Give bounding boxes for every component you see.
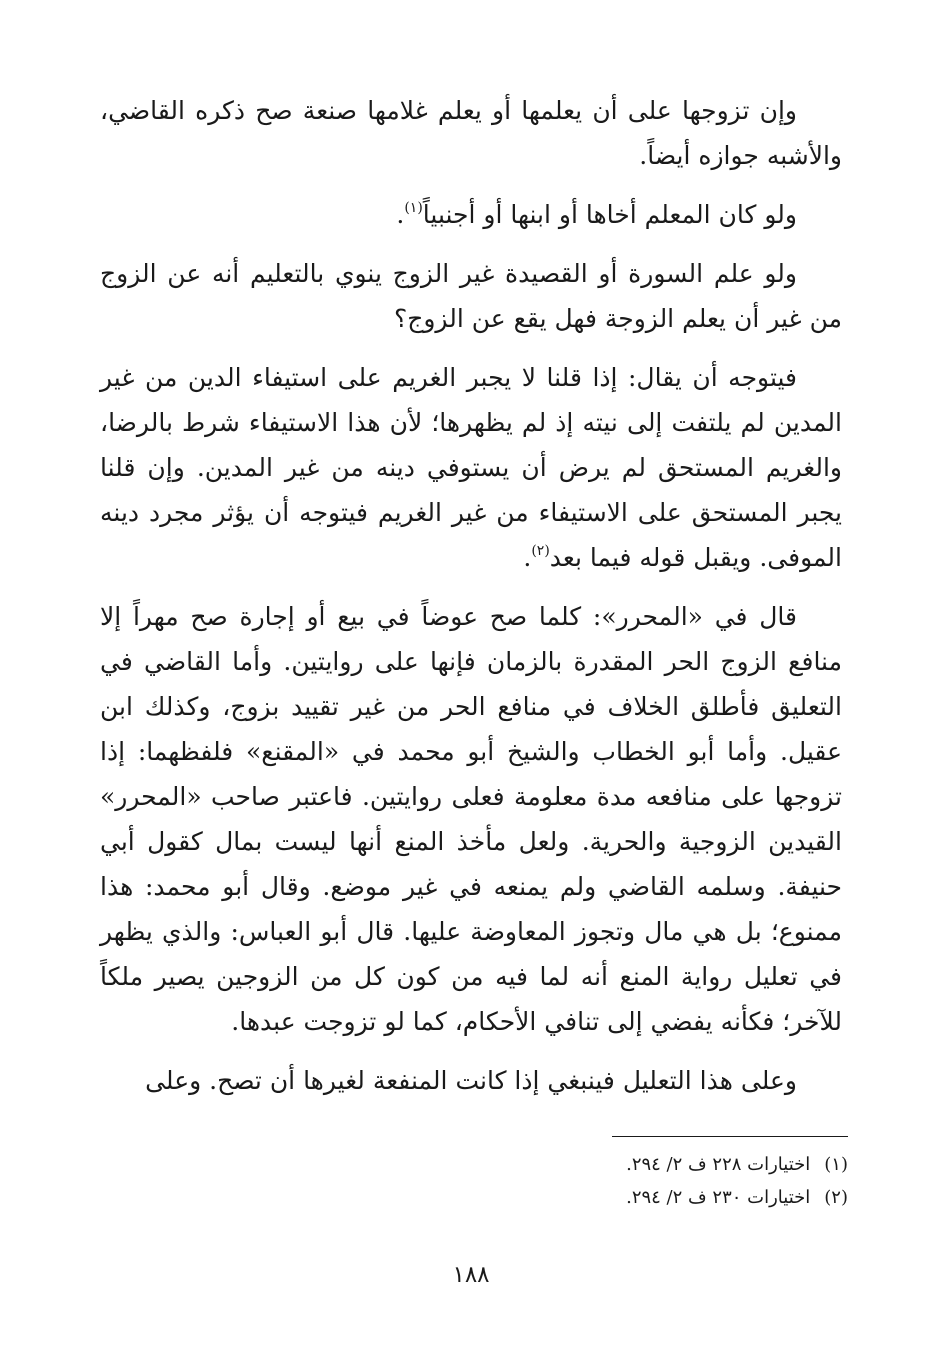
paragraph-1-text: وإن تزوجها على أن يعلمها أو يعلم غلامها صنعة صح ذكره القاضي، والأشبه جوازه أيضاً. bbox=[100, 96, 842, 170]
paragraph-6-text: وعلى هذا التعليل فينبغي إذا كانت المنفعة لغيرها أن تصح. وعلى bbox=[145, 1066, 797, 1095]
paragraph-1 bbox=[100, 88, 842, 178]
footnote-2 bbox=[500, 1181, 848, 1214]
paragraph-5-text: قال في «المحرر»: كلما صح عوضاً في بيع أو إجارة صح مهراً إلا منافع الزوج الحر المقدرة بالزمان فإنها على روايتين. وأما القاضي في التعليق فأطلق الخلاف في منافع الحر من غير تقييد بزوج، وكذلك ابن عقيل. وأما أبو الخطاب والشيخ أبو محمد في «المقنع» فلفظهما: إذا تزوجها على منافعه مدة معلومة فعلى روايتين. فاعتبر صاحب «المحرر» القيدين الزوجية والحرية. ولعل مأخذ المنع أنها ليست بمال كقول أبي حنيفة. وسلمه القاضي ولم يمنعه في غير موضع. وقال أبو محمد: هذا ممنوع؛ بل هي مال وتجوز المعاوضة عليها. قال أبو العباس: والذي يظهر في تعليل رواية المنع أنه لما فيه من كون كل من الزوجين يصير ملكاً للآخر؛ فكأنه يفضي إلى تنافي الأحكام، كما لو تزوجت عبدها. bbox=[100, 602, 842, 1036]
footnote-2-text: اختيارات ٢٣٠ ف ٢/ ٢٩٤. bbox=[626, 1187, 811, 1208]
footnote-1-text: اختيارات ٢٢٨ ف ٢/ ٢٩٤. bbox=[626, 1154, 811, 1175]
paragraph-4 bbox=[100, 355, 842, 580]
footnote-marker-1[interactable]: (١) bbox=[404, 200, 423, 216]
paragraph-3 bbox=[100, 251, 842, 341]
paragraph-2-tail: . bbox=[396, 200, 405, 229]
paragraph-3-text: ولو علم السورة أو القصيدة غير الزوج ينوي بالتعليم أنه عن الزوج من غير أن يعلم الزوجة فهل يقع عن الزوج؟ bbox=[100, 259, 842, 333]
paragraph-6 bbox=[100, 1058, 842, 1103]
footnotes bbox=[500, 1148, 848, 1214]
footnote-1 bbox=[500, 1148, 848, 1181]
footnote-2-number: (٢) bbox=[824, 1187, 848, 1208]
footnote-1-number: (١) bbox=[824, 1154, 848, 1175]
footnote-marker-2[interactable]: (٢) bbox=[531, 543, 550, 559]
paragraph-2-text: ولو كان المعلم أخاها أو ابنها أو أجنبياً bbox=[422, 200, 797, 229]
paragraph-4-text: فيتوجه أن يقال: إذا قلنا لا يجبر الغريم على استيفاء الدين من غير المدين لم يلتفت إلى نيته إذ لم يظهرها؛ لأن هذا الاستيفاء شرط بالرضا، والغريم المستحق لم يرض أن يستوفي دينه من غير المدين. وإن قلنا يجبر المستحق على الاستيفاء من غير الغريم فيتوجه أن يؤثر مجرد دينه الموفى. ويقبل قوله فيما بعد bbox=[100, 363, 842, 572]
paragraph-5 bbox=[100, 594, 842, 1044]
paragraph-2 bbox=[100, 192, 842, 237]
footnote-separator bbox=[612, 1136, 848, 1137]
paragraph-4-tail: . bbox=[523, 543, 532, 572]
main-text bbox=[100, 88, 842, 1117]
page-number: ١٨٨ bbox=[452, 1262, 490, 1288]
